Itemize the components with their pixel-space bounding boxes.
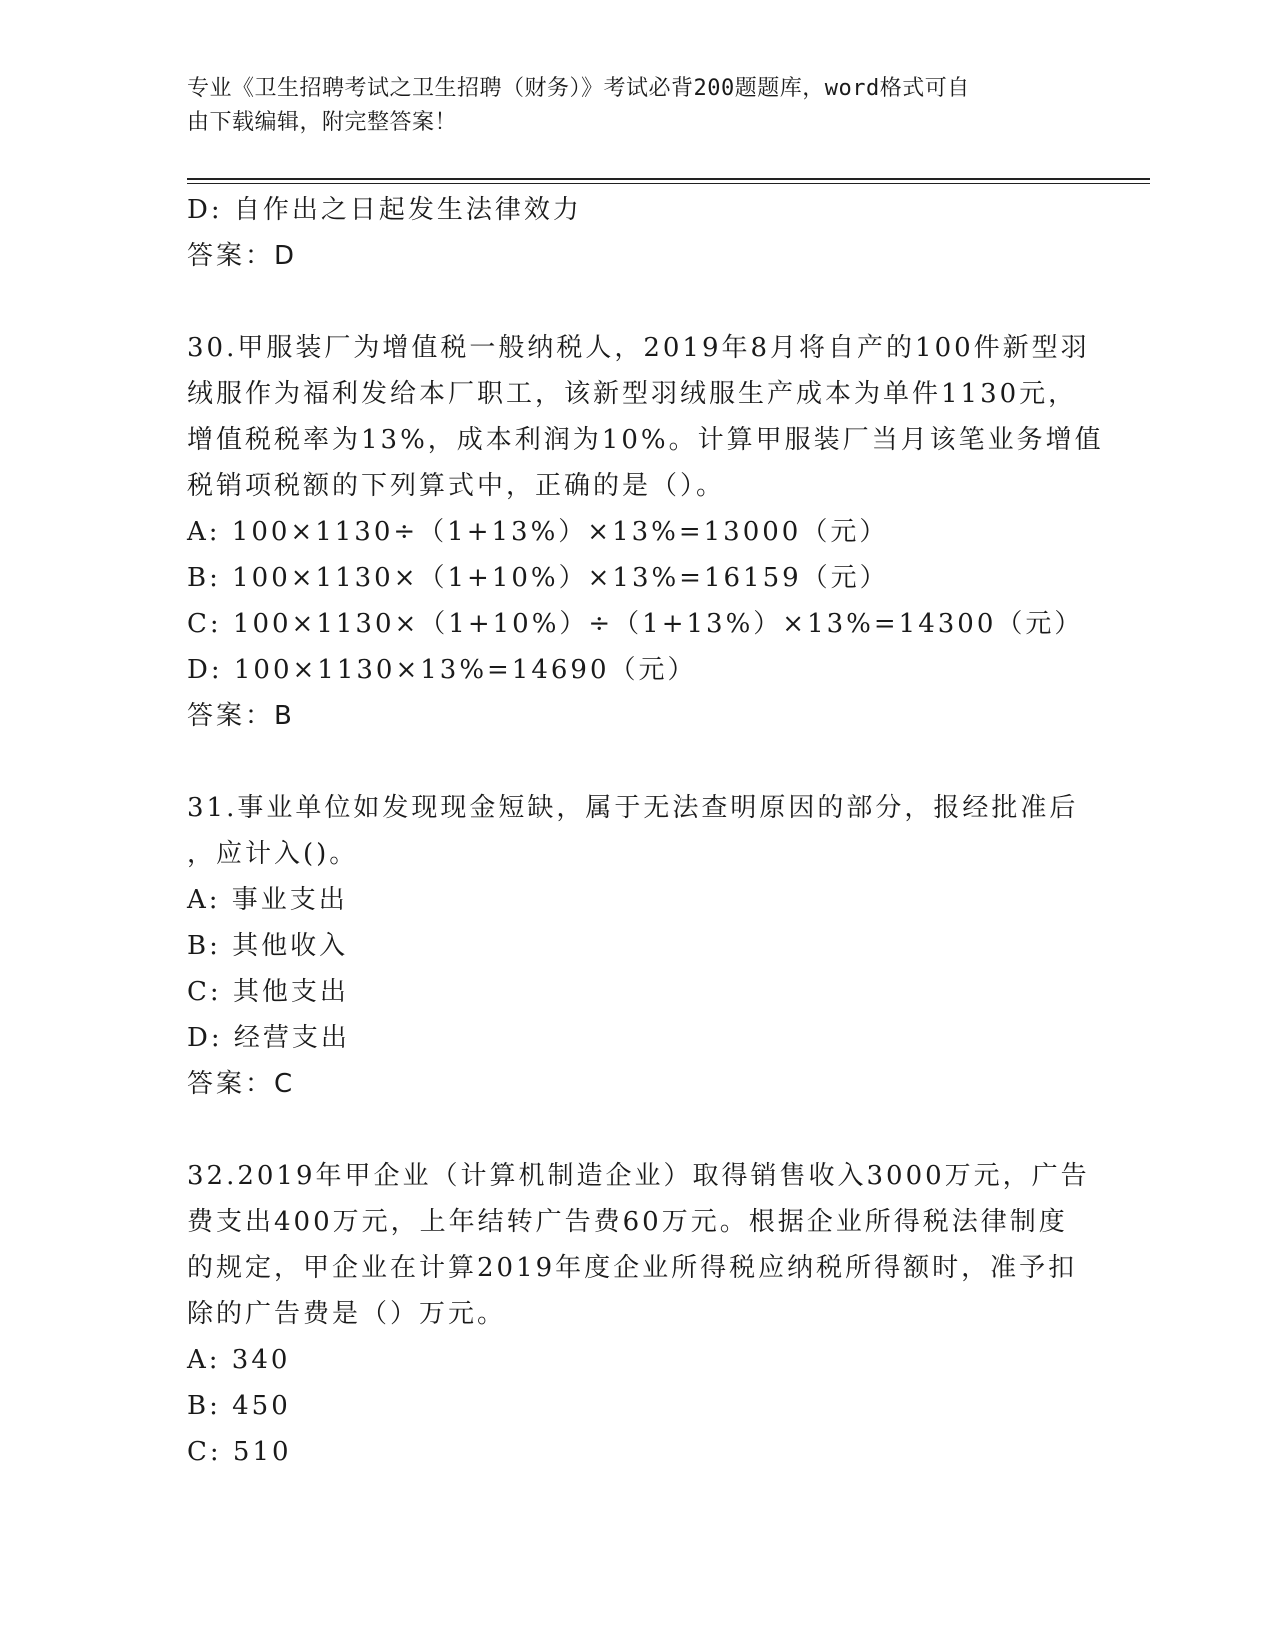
option-c: C: 510: [187, 1437, 292, 1467]
question-text-line: 增值税税率为13%，成本利润为10%。计算甲服装厂当月该笔业务增值: [187, 425, 1104, 455]
document-body: [187, 187, 1104, 1475]
question-31: [187, 785, 1077, 1107]
option-c: C: 其他支出: [187, 977, 349, 1007]
spacer: [187, 1107, 1077, 1153]
header-divider-thick: [187, 178, 1150, 180]
question-text-line: 除的广告费是（）万元。: [187, 1299, 507, 1329]
header-line-2: 由下载编辑，附完整答案！: [187, 110, 458, 135]
option-c: C: 100×1130×（1+10%）÷（1+13%）×13%=14300（元）: [187, 609, 1084, 639]
option-b: B: 其他收入: [187, 931, 349, 961]
question-text-line: 31.事业单位如发现现金短缺，属于无法查明原因的部分，报经批准后: [187, 793, 1079, 823]
option-b: B: 100×1130×（1+10%）×13%=16159（元）: [187, 563, 889, 593]
answer-label: 答案：C: [187, 1069, 296, 1099]
option-b: B: 450: [187, 1391, 291, 1421]
question-text-line: 税销项税额的下列算式中，正确的是（）。: [187, 471, 726, 501]
spacer: [187, 739, 1077, 785]
answer-label: 答案：D: [187, 241, 298, 271]
question-text-line: 30.甲服装厂为增值税一般纳税人，2019年8月将自产的100件新型羽: [187, 333, 1090, 363]
option-a: A: 事业支出: [187, 885, 348, 915]
question-29-tail: [187, 187, 1077, 279]
question-text-line: ，应计入()。: [187, 839, 359, 869]
header-line-1: 专业《卫生招聘考试之卫生招聘（财务）》考试必背200题题库，word格式可自: [187, 76, 970, 101]
document-header: [187, 72, 1067, 140]
option-a: A: 340: [187, 1345, 291, 1375]
spacer: [187, 279, 1077, 325]
question-text-line: 32.2019年甲企业（计算机制造企业）取得销售收入3000万元，广告: [187, 1161, 1090, 1191]
question-text-line: 绒服作为福利发给本厂职工，该新型羽绒服生产成本为单件1130元，: [187, 379, 1078, 409]
question-text-line: 的规定，甲企业在计算2019年度企业所得税应纳税所得额时，准予扣: [187, 1253, 1078, 1283]
answer-label: 答案：B: [187, 701, 295, 731]
option-d: D: 经营支出: [187, 1023, 350, 1053]
option-d: D: 100×1130×13%=14690（元）: [187, 655, 697, 685]
question-32: [187, 1153, 1090, 1475]
question-text-line: 费支出400万元，上年结转广告费60万元。根据企业所得税法律制度: [187, 1207, 1068, 1237]
header-divider-thin: [187, 183, 1150, 184]
option-d: D: 自作出之日起发生法律效力: [187, 195, 582, 225]
question-30: [187, 325, 1104, 739]
option-a: A: 100×1130÷（1+13%）×13%=13000（元）: [187, 517, 889, 547]
